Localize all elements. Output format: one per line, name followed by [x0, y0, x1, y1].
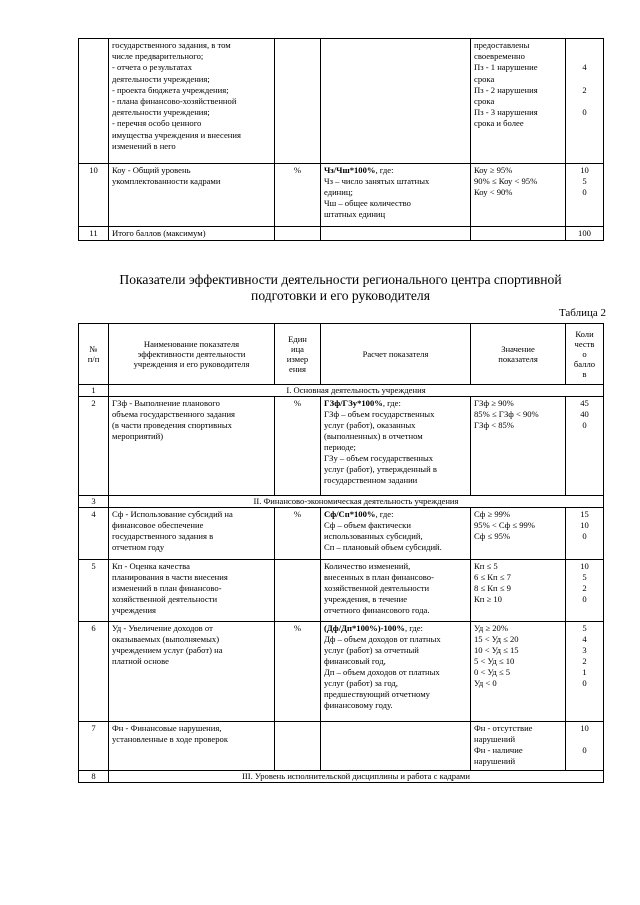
- formula-description: , где: ГЗф – объем государственных услуг (работ), оказанных (выполненных) в отчетном периоде; ГЗу – объем государственных услуг (работ), утвержденный в государственном задании: [324, 398, 437, 485]
- header-value: Значение показателя: [471, 324, 566, 385]
- value-cell: Коу ≥ 95% 90% ≤ Коу < 95% Коу < 90%: [471, 164, 566, 227]
- table-row: [79, 560, 604, 622]
- row-num: 3: [79, 496, 109, 508]
- table-row: [79, 397, 604, 496]
- unit-cell: %: [275, 508, 321, 560]
- table-row: [79, 508, 604, 560]
- header-num: № п/п: [79, 324, 109, 385]
- row-num: 10: [79, 164, 109, 227]
- header-points: Коли честв о балло в: [566, 324, 604, 385]
- calc-cell: [321, 722, 471, 771]
- unit-cell: [275, 39, 321, 164]
- table-label: Таблица 2: [558, 307, 606, 319]
- section-row: [79, 385, 604, 397]
- points-cell: 10 5 2 0: [566, 560, 604, 622]
- indicator-name: Итого баллов (максимум): [109, 227, 275, 241]
- points-cell: 10 5 0: [566, 164, 604, 227]
- indicator-name: государственного задания, в том числе предварительного; - отчета о результатах деятельности учреждения; - проекта бюджета учреждения; - плана финансово-хозяйственной деятельности учреждения; - перечня особо ценного имущества учреждения и внесения изменений в него: [109, 39, 275, 164]
- value-cell: Кп ≤ 5 6 ≤ Кп ≤ 7 8 ≤ Кп ≤ 9 Кп ≥ 10: [471, 560, 566, 622]
- points-cell: 4 2 0: [566, 39, 604, 164]
- table-header: [79, 324, 604, 385]
- table-row: [79, 622, 604, 722]
- unit-cell: [275, 560, 321, 622]
- section-heading: I. Основная деятельность учреждения: [109, 385, 604, 397]
- section-row: [79, 771, 604, 783]
- row-num: 4: [79, 508, 109, 560]
- formula: (Дф/Дп*100%)-100%: [324, 623, 405, 633]
- row-num: 2: [79, 397, 109, 496]
- row-num: [79, 39, 109, 164]
- section-heading: II. Финансово-экономическая деятельность учреждения: [109, 496, 604, 508]
- section-heading: III. Уровень исполнительской дисциплины и работа с кадрами: [109, 771, 604, 783]
- table-row: [79, 39, 604, 164]
- unit-cell: %: [275, 622, 321, 722]
- calc-cell: Количество изменений, внесенных в план финансово- хозяйственной деятельности учреждения, в течение отчетного финансового года.: [321, 560, 471, 622]
- formula: Сф/Сп*100%: [324, 509, 376, 519]
- formula-description: , где: Чз – число занятых штатных единиц; Чш – общее количество штатных единиц: [324, 165, 430, 219]
- header-name: Наименование показателя эффективности деятельности учреждения и его руководителя: [109, 324, 275, 385]
- indicator-name: ГЗф - Выполнение планового объема государственного задания (в части проведения спортивных мероприятий): [109, 397, 275, 496]
- section-title: Показатели эффективности деятельности регионального центра спортивной подготовки и его руководителя: [119, 272, 562, 303]
- unit-cell: %: [275, 397, 321, 496]
- value-cell: Фн - отсутствие нарушений Фн - наличие нарушений: [471, 722, 566, 771]
- calc-cell: [321, 39, 471, 164]
- value-cell: Уд ≥ 20% 15 < Уд ≤ 20 10 < Уд ≤ 15 5 < Уд ≤ 10 0 < Уд ≤ 5 Уд < 0: [471, 622, 566, 722]
- row-num: 5: [79, 560, 109, 622]
- row-num: 8: [79, 771, 109, 783]
- points-cell: 10 0: [566, 722, 604, 771]
- calc-cell: [321, 397, 471, 496]
- value-cell: Сф ≥ 99% 95% < Сф ≤ 99% Сф ≤ 95%: [471, 508, 566, 560]
- unit-cell: %: [275, 164, 321, 227]
- points-cell: 15 10 0: [566, 508, 604, 560]
- points-cell: 45 40 0: [566, 397, 604, 496]
- points-cell: 100: [566, 227, 604, 241]
- table-row: [79, 722, 604, 771]
- indicator-name: Фн - Финансовые нарушения, установленные в ходе проверок: [109, 722, 275, 771]
- header-calc: Расчет показателя: [321, 324, 471, 385]
- calc-cell: [321, 508, 471, 560]
- formula: ГЗф/ГЗу*100%: [324, 398, 383, 408]
- row-num: 6: [79, 622, 109, 722]
- indicator-name: Сф - Использование субсидий на финансовое обеспечение государственного задания в отчетном году: [109, 508, 275, 560]
- formula-description: , где: Дф – объем доходов от платных услуг (работ) за отчетный финансовый год, Дп – объем доходов от платных услуг (работ) за год, предшествующий отчетному финансовому году.: [324, 623, 441, 710]
- table-row: [79, 227, 604, 241]
- section-row: [79, 496, 604, 508]
- indicator-name: Уд - Увеличение доходов от оказываемых (выполняемых) учреждением услуг (работ) на платной основе: [109, 622, 275, 722]
- row-num: 7: [79, 722, 109, 771]
- header-unit: Един ица измер ения: [275, 324, 321, 385]
- formula-description: , где: Сф – объем фактически использованных субсидий, Сп – плановый объем субсидий.: [324, 509, 442, 552]
- points-cell: 5 4 3 2 1 0: [566, 622, 604, 722]
- unit-cell: [275, 722, 321, 771]
- indicator-name: Коу - Общий уровень укомплектованности кадрами: [109, 164, 275, 227]
- row-num: 11: [79, 227, 109, 241]
- table-row: [79, 164, 604, 227]
- formula: Чз/Чш*100%: [324, 165, 376, 175]
- value-cell: ГЗф ≥ 90% 85% ≤ ГЗф < 90% ГЗф < 85%: [471, 397, 566, 496]
- continuation-table: [78, 38, 604, 241]
- indicator-name: Кп - Оценка качества планирования в части внесения изменений в план финансово- хозяйственной деятельности учреждения: [109, 560, 275, 622]
- calc-cell: [321, 622, 471, 722]
- indicators-table: [78, 323, 604, 783]
- row-num: 1: [79, 385, 109, 397]
- calc-cell: [321, 164, 471, 227]
- value-cell: предоставлены своевременно Пз - 1 нарушение срока Пз - 2 нарушения срока Пз - 3 нарушения срока и более: [471, 39, 566, 164]
